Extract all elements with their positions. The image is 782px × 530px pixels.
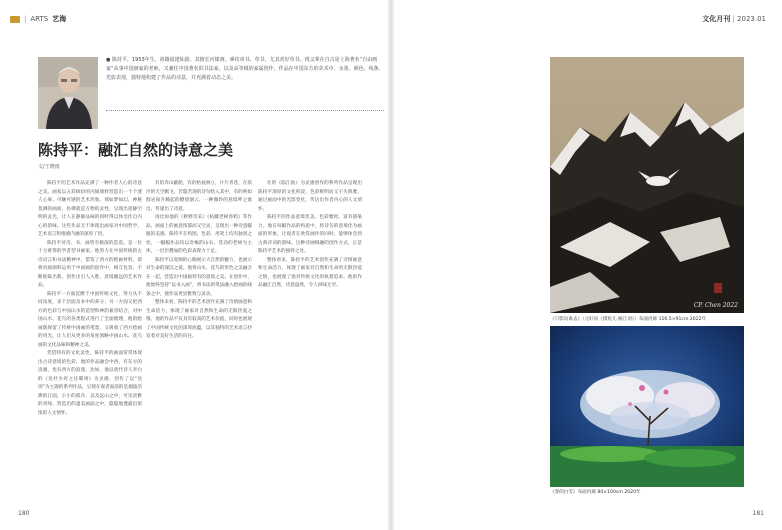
page-spine [388, 0, 394, 530]
painting-signature: CP. Chen 2022 [693, 302, 738, 309]
column-3 [258, 180, 362, 508]
paragraph: 陈持平的艺术作品充满了一种作者人心的诗意之美。画家以五彩缤纷的丙烯颜料营造出一个个迷人心扉、可触可感的艺术形象。那如梦如幻、神秘莫测的画面，仿佛就是万物的灵性，呈现出遥静空明的灵光，让人在静静品味的同时得以体会作自内心的韵味。这些作品无不体现出画家对中国哲学、艺术语言和情感内涵的深厚了悟。 [38, 181, 142, 237]
page-number-right: 181 [752, 510, 764, 517]
column-2 [146, 180, 252, 508]
section-cn: 艺海 [52, 15, 67, 23]
divider: | [732, 15, 738, 23]
magazine-header [702, 14, 766, 24]
article-title: 陈持平：融汇自然的诗意之美 [38, 141, 234, 159]
paragraph: 壮的《临江仙》为灵感创作的系列作品呈现出陈持平深厚的文化积淀，色彩鲜明而又不失典雅，通过画面中的光影变化，传达出作者内心的人文情怀。 [258, 181, 362, 212]
intro-rule [106, 110, 384, 111]
artist-intro: ● 陈持平，1953年生，祖籍福建仙游。其擅长丙烯画、素纹章书、草书，尤其喜好草书。现父辈在自古是上海著名“自由画家”从事中国画家的老师，又兼任中国著名的书法家，以及高等级的家属创作，作品在中国东方的美术中、水墨、颜色、线条、光影表现，独特地构建了作品的诗意，并充满着动态之美。 [106, 57, 384, 81]
paragraph: 陈持平对诗、书、画皆有极深的造诣。是一位十分难得的学者型书画家。他努力在中国传统的古诗语言和书法精神中，借鉴了西方的绘画材料，即将丙烯颜料运用于中国画的创作中，相互包容，不断推陈出新。创作出引人入胜、意境幽远的艺术作品。 [38, 240, 142, 288]
paragraph: 再比如他的《秋野奇采》《枯藤老树昏鸦》等作品，画面上的画意浓郁而又空灵，呈现出一种诗意朦胧的美感。陈持平在构图、色彩、用笔上均有独到之处，一幅幅作品均以奇崛的山石、苍劲的老树为主体，一层层叠加的色彩表现力十足。 [146, 215, 252, 254]
column-1 [38, 180, 142, 508]
byline: 文/王晓雨 [38, 164, 60, 170]
paragraph: 凭借特有的文化灵性，陈持平的画面常常体现出古诗意境的色彩，他的作品融会中西，有东方的清澈，也有西方的浪漫，比如，他以唐代诗人李白的《送杜少府之任蜀州》为灵感，创作了以“送别”为主题的系列作品，呈现在观者面前的是烟波浩渺的江面，小小的孤舟，以及远山之中，可见淡雅的青绿，营造出的凄美画面之中，隐隐地透露出浓浓的人文情怀。 [38, 351, 142, 416]
page-number-left: 180 [18, 510, 30, 517]
artist-seal [714, 283, 722, 293]
issue-date: 2023.01 [737, 15, 766, 23]
caption-bottom: 《春的白雪》布面丙烯 80×100cm 2020年 [550, 490, 641, 495]
section-en: ARTS [30, 15, 49, 23]
artist-portrait [38, 57, 98, 129]
magazine-name: 文化月刊 [702, 15, 731, 23]
paragraph: 整体来看，陈持平的艺术创作充满了诗情画意和生命活力，体现了画家对自然和生命的无限热爱之情。他的作品不仅具有较高的艺术价值，同时也展现了中国传统文化的深厚底蕴，以其独特的艺术语言抒发着对美好生活的向往。 [146, 300, 252, 339]
book-icon [10, 16, 20, 23]
paragraph: 陈持平以宽阔的心胸展示大自然的魅力，也展示对生命的深沉之爱。他将山水、花鸟的形色之美融合在一起，营造出中国画特有的意境之美。在创作中，他始终坚持“以书入画”，将书法的笔法融入绘画的线条之中，使作品更显雅致与灵动。 [146, 257, 252, 297]
paragraph: 陈持平的作品意境优美、色彩雅致、富有感染力。他在每幅作品的构思中，将诗句的意境化为画面的形象，让观者在欣赏画作的同时，能够体会到古典诗词的韵味。这种诗画相融的创作方式，正是陈持平艺术的独特之处。 [258, 215, 362, 254]
painting-mountains [550, 57, 744, 313]
paragraph: 有的奔山蔽葩，有的枯枝林立，片片青苍，在浓冷的天空飘飞，若隐若现的诗句绘入其中，有的则如群岩间升腾起的缭绕烟云，一种微妙的意境呼之欲出，传递出了诗意。 [146, 181, 252, 212]
paragraph: 整体看来，陈持平的艺术创作充满了诗情画意和生命活力，体现了画家对自然和生命的无限热爱之情，也展现了他对传统文化的执着追求。他的作品融汇自然，诗意盎然，令人回味无穷。 [258, 257, 362, 288]
painting-white-blossom [550, 326, 744, 487]
divider: | [24, 15, 27, 23]
paragraph: 陈持平一方面沉醉于中国传统文化，努力从不同角度，多个层面及本中的养分；另一方面又把西方的色彩与中国山水的造型和神韵兼容结合，对中国山水、花鸟的各类程式进行了全面梳理，他的绘画既保留了传统中国画的笔墨，又吸收了西方绘画的用光，让人们从更多的角度领略中国山水、花鸟画的文化品味和精神之美。 [38, 291, 142, 348]
caption-top: 《只影向谁去》（元好问《摸鱼儿·雁丘词》）布面丙烯 116.5×91cm 2022年 [550, 317, 707, 322]
section-header [10, 14, 66, 24]
